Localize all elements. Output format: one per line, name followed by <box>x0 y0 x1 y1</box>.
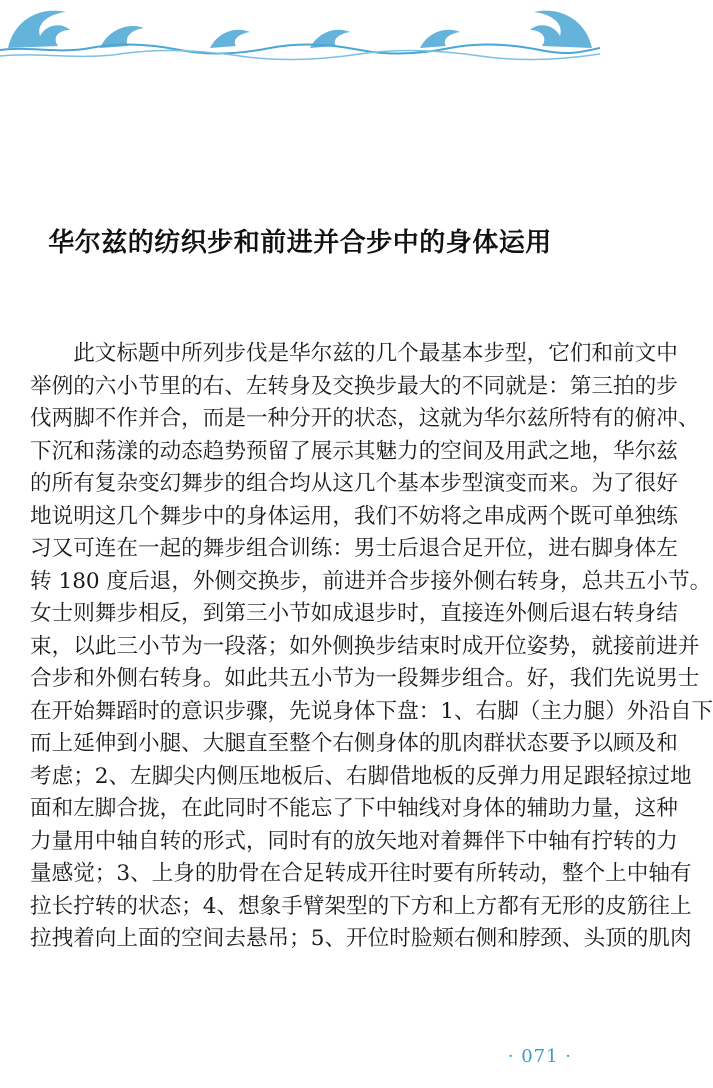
body-line: 考虑；2、左脚尖内侧压地板后、右脚借地板的反弹力用足跟轻掠过地 <box>30 763 692 789</box>
wave-ornament-icon <box>0 0 600 62</box>
body-line: 拉拽着向上面的空间去悬吊；5、开位时脸颊右侧和脖颈、头顶的肌肉 <box>30 926 692 951</box>
body-line: 地说明这几个舞步中的身体运用，我们不妨将之串成两个既可单独练 <box>30 503 678 529</box>
body-line: 下沉和荡漾的动态趋势预留了展示其魅力的空间及用武之地，华尔兹 <box>30 438 678 464</box>
body-line: 拉长拧转的状态；4、想象手臂架型的下方和上方都有无形的皮筋往上 <box>30 893 692 919</box>
body-line: 此文标题中所列步伐是华尔兹的几个最基本步型，它们和前文中 <box>30 341 678 366</box>
body-line: 举例的六小节里的右、左转身及交换步最大的不同就是：第三拍的步 <box>30 373 678 399</box>
body-line: 而上延伸到小腿、大腿直至整个右侧身体的肌肉群状态要予以顾及和 <box>30 731 678 756</box>
body-line: 合步和外侧右转身。如此共五小节为一段舞步组合。好，我们先说男士 <box>30 666 700 691</box>
body-line: 面和左脚合拢，在此同时不能忘了下中轴线对身体的辅助力量，这种 <box>30 796 678 821</box>
body-line: 女士则舞步相反，到第三小节如成退步时，直接连外侧后退右转身结 <box>30 601 678 626</box>
body-line: 束，以此三小节为一段落；如外侧换步结束时成开位姿势，就接前进并 <box>30 633 700 659</box>
page-number: · 071 · <box>507 1046 572 1067</box>
page-title: 华尔兹的纺织步和前进并合步中的身体运用 <box>48 228 552 258</box>
body-line: 习又可连在一起的舞步组合训练：男士后退合足开位，进右脚身体左 <box>30 536 678 561</box>
body-line: 力量用中轴自转的形式，同时有的放矢地对着舞伴下中轴有拧转的力 <box>30 828 678 854</box>
body-paragraph <box>30 338 713 956</box>
body-line: 在开始舞蹈时的意识步骤，先说身体下盘：1、右脚（主力腿）外沿自下 <box>30 698 713 724</box>
body-line: 量感觉；3、上身的肋骨在合足转成开往时要有所转动，整个上中轴有 <box>30 861 692 886</box>
body-line: 伐两脚不作并合，而是一种分开的状态，这就为华尔兹所特有的俯冲、 <box>30 406 700 431</box>
body-line: 转 180 度后退，外侧交换步，前进并合步接外侧右转身，总共五小节。 <box>30 568 712 594</box>
body-line: 的所有复杂变幻舞步的组合均从这几个基本步型演变而来。为了很好 <box>30 471 678 496</box>
